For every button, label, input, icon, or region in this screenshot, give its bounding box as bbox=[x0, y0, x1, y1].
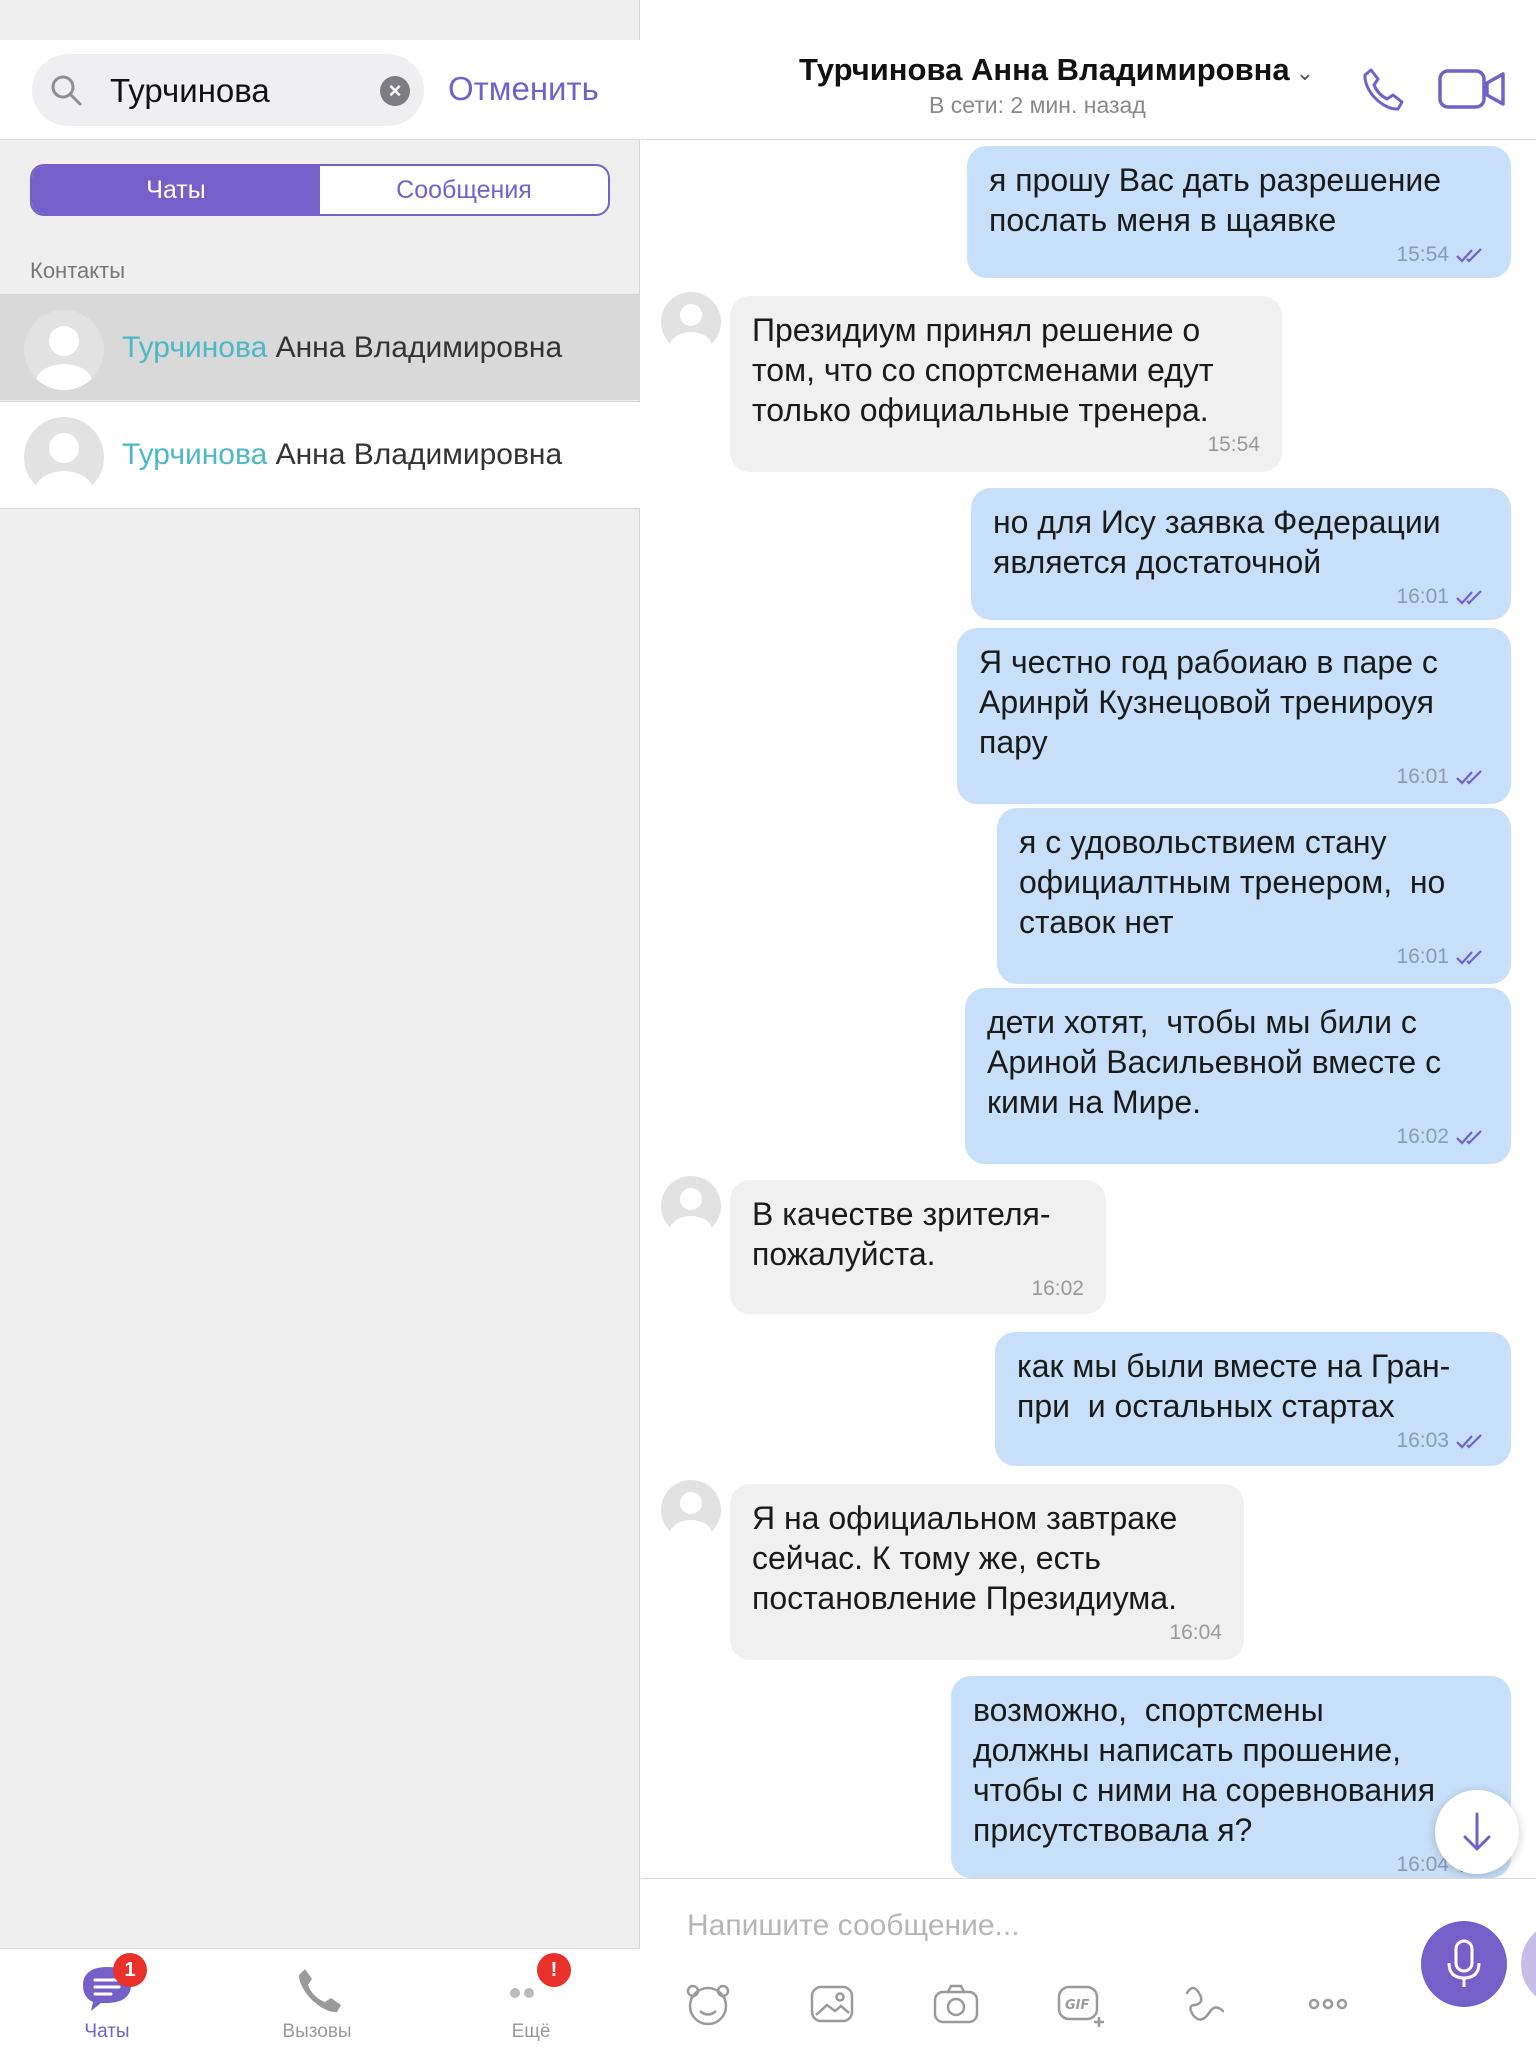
alert-badge: ! bbox=[537, 1953, 571, 1987]
chat-header bbox=[641, 40, 1536, 140]
outgoing-message[interactable] bbox=[997, 808, 1511, 984]
contact-name-highlight: Турчинова bbox=[122, 331, 268, 364]
search-value: Турчинова bbox=[110, 72, 270, 109]
message-time: 15:54 bbox=[1207, 433, 1260, 456]
message-text: Президиум принял решение о том, что со спортсменами едут только официальные тренера. bbox=[752, 312, 1214, 428]
avatar bbox=[24, 310, 104, 390]
read-receipt-icon bbox=[1455, 246, 1489, 264]
search-input[interactable] bbox=[32, 54, 424, 126]
contact-name-highlight: Турчинова bbox=[122, 438, 268, 471]
outgoing-message[interactable] bbox=[971, 488, 1511, 620]
message-meta bbox=[752, 1620, 1222, 1646]
message-time: 16:01 bbox=[1396, 945, 1449, 968]
avatar bbox=[24, 417, 104, 497]
incoming-message[interactable] bbox=[730, 296, 1282, 472]
search-icon bbox=[48, 72, 84, 108]
message-meta bbox=[993, 584, 1489, 610]
tab-bar bbox=[0, 1948, 640, 2048]
chat-panel bbox=[641, 0, 1536, 2048]
unread-badge: 1 bbox=[113, 1953, 147, 1987]
sender-avatar[interactable] bbox=[661, 292, 721, 352]
message-meta bbox=[752, 432, 1260, 458]
segment-chats[interactable]: Чаты bbox=[32, 166, 320, 214]
outgoing-message[interactable] bbox=[995, 1332, 1511, 1466]
message-meta bbox=[973, 1852, 1489, 1878]
doodle-icon[interactable] bbox=[1179, 1979, 1229, 2029]
clear-icon[interactable]: × bbox=[380, 76, 410, 106]
svg-text:GIF: GIF bbox=[1065, 1998, 1090, 2013]
video-call-button[interactable] bbox=[1437, 66, 1507, 112]
message-time: 16:01 bbox=[1396, 765, 1449, 788]
tab-chats[interactable] bbox=[32, 1959, 182, 2043]
contact-name-rest: Анна Владимировна bbox=[267, 331, 563, 364]
message-meta bbox=[989, 242, 1489, 268]
gif-icon[interactable] bbox=[1055, 1979, 1105, 2029]
message-time: 16:03 bbox=[1396, 1429, 1449, 1452]
message-time: 16:01 bbox=[1396, 585, 1449, 608]
composer bbox=[641, 1878, 1536, 2048]
tab-chats-label: Чаты bbox=[84, 2021, 130, 2042]
message-text: как мы были вместе на Гран- при и остальных стартах bbox=[1017, 1348, 1451, 1424]
message-meta bbox=[987, 1124, 1489, 1150]
read-receipt-icon bbox=[1455, 768, 1489, 786]
message-meta bbox=[979, 764, 1489, 790]
message-text: дети хотят, чтобы мы били с Ариной Васильевной вместе с кими на Мире. bbox=[987, 1004, 1442, 1120]
outgoing-message[interactable] bbox=[957, 628, 1511, 804]
tab-more[interactable] bbox=[456, 1959, 606, 2043]
incoming-message[interactable] bbox=[730, 1180, 1106, 1314]
gallery-icon[interactable] bbox=[807, 1979, 857, 2029]
tab-calls[interactable] bbox=[242, 1963, 392, 2043]
message-text: В качестве зрителя- пожалуйста. bbox=[752, 1196, 1051, 1272]
message-text: но для Ису заявка Федерации является достаточной bbox=[993, 504, 1441, 580]
chat-title-text: Турчинова Анна Владимировна bbox=[799, 52, 1290, 87]
message-meta bbox=[1019, 944, 1489, 970]
incoming-message[interactable] bbox=[730, 1484, 1244, 1660]
call-button[interactable] bbox=[1357, 64, 1407, 114]
message-meta bbox=[1017, 1428, 1489, 1454]
message-text: возможно, спортсмены должны написать прошение, чтобы с ними на соревнования присутствовала я? bbox=[973, 1692, 1436, 1848]
more-options-icon[interactable] bbox=[1303, 1979, 1353, 2029]
chevron-down-icon: ⌄ bbox=[1295, 60, 1315, 85]
outgoing-message[interactable] bbox=[951, 1676, 1511, 1878]
segment-messages[interactable]: Сообщения bbox=[396, 176, 532, 204]
message-meta bbox=[752, 1276, 1084, 1302]
message-text: Я честно год рабоиаю в паре с Аринрй Кузнецовой тренироуя пару bbox=[979, 644, 1438, 760]
message-text: я с удовольствием стану официалтным тренером, но ставок нет bbox=[1019, 824, 1446, 940]
message-time: 16:04 bbox=[1169, 1621, 1222, 1644]
search-bar bbox=[0, 40, 640, 140]
sender-avatar[interactable] bbox=[661, 1176, 721, 1236]
read-receipt-icon bbox=[1455, 948, 1489, 966]
message-time: 16:02 bbox=[1396, 1125, 1449, 1148]
read-receipt-icon bbox=[1455, 1432, 1489, 1450]
contact-row[interactable] bbox=[0, 401, 640, 509]
outgoing-message[interactable] bbox=[965, 988, 1511, 1164]
message-time: 16:02 bbox=[1031, 1277, 1084, 1300]
contact-row[interactable] bbox=[0, 294, 640, 400]
message-text: Я на официальном завтраке сейчас. К тому же, есть постановление Президиума. bbox=[752, 1500, 1178, 1616]
chat-title[interactable] bbox=[799, 52, 1314, 88]
microphone-icon bbox=[1421, 1921, 1507, 2007]
message-input[interactable]: Напишите сообщение... bbox=[687, 1909, 1020, 1942]
left-panel bbox=[0, 0, 640, 2048]
read-receipt-icon bbox=[1455, 588, 1489, 606]
contact-name-rest: Анна Владимировна bbox=[267, 438, 563, 471]
cancel-button[interactable]: Отменить bbox=[448, 70, 599, 107]
message-time: 15:54 bbox=[1396, 243, 1449, 266]
message-text: я прошу Вас дать разрешение послать меня в щаявке bbox=[989, 162, 1442, 238]
camera-icon[interactable] bbox=[931, 1979, 981, 2029]
search-scope-control bbox=[30, 164, 610, 216]
sender-avatar[interactable] bbox=[661, 1480, 721, 1540]
tab-calls-label: Вызовы bbox=[282, 2021, 352, 2042]
sticker-icon[interactable] bbox=[683, 1979, 733, 2029]
contact-name bbox=[122, 438, 562, 472]
contact-name bbox=[122, 331, 562, 365]
read-receipt-icon bbox=[1455, 1128, 1489, 1146]
secondary-action-button[interactable] bbox=[1521, 1921, 1536, 2007]
arrow-down-icon bbox=[1435, 1790, 1519, 1874]
message-time: 16:04 bbox=[1396, 1853, 1449, 1876]
scroll-down-button[interactable] bbox=[1435, 1790, 1519, 1874]
phone-icon bbox=[287, 1963, 347, 2015]
chat-status: В сети: 2 мин. назад bbox=[929, 92, 1146, 118]
contacts-header: Контакты bbox=[30, 258, 126, 283]
tab-more-label: Ещё bbox=[511, 2021, 551, 2042]
voice-message-button[interactable] bbox=[1421, 1921, 1507, 2007]
outgoing-message[interactable] bbox=[967, 146, 1511, 278]
